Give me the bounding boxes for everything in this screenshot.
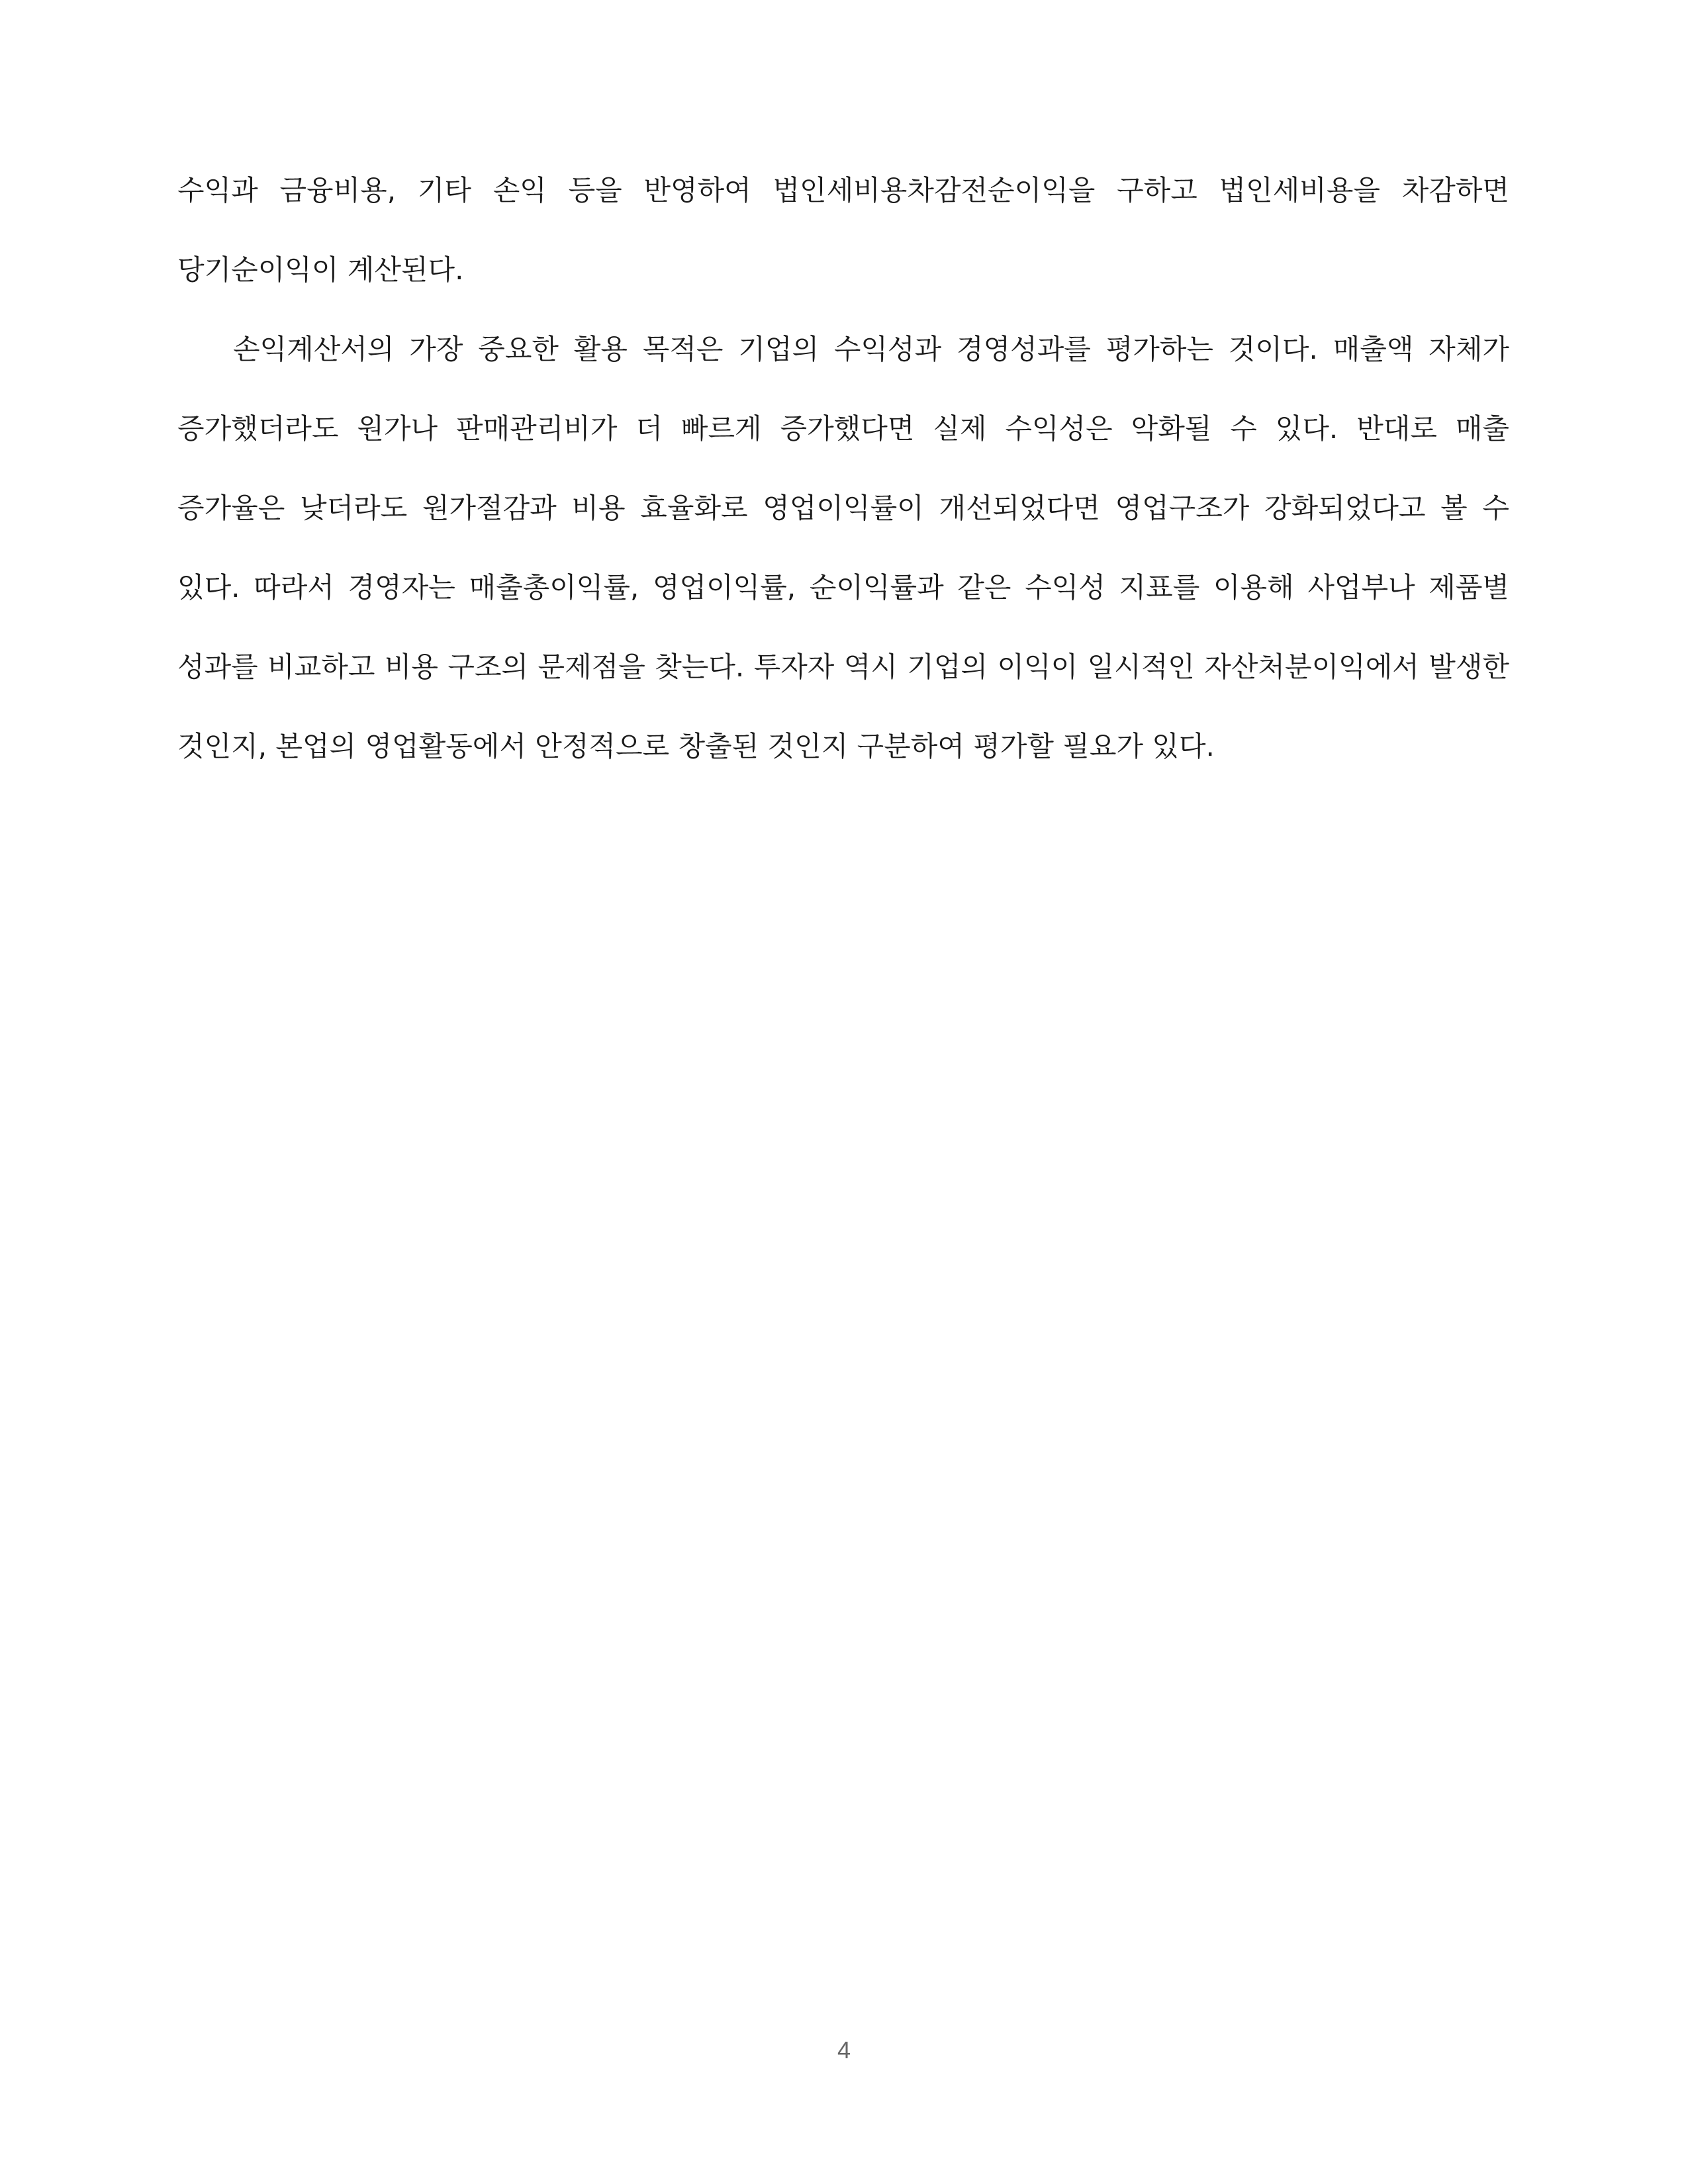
body-text: [177, 151, 1509, 786]
page-number: 4: [837, 2036, 851, 2064]
paragraph-income-statement-purpose: 손익계산서의 가장 중요한 활용 목적은 기업의 수익성과 경영성과를 평가하는 것이다. 매출액 자체가 증가했더라도 원가나 판매관리비가 더 빠르게 증가했다면 실제 수익성은 악화될 수 있다. 반대로 매출 증가율은 낮더라도 원가절감과 비용 효율화로 영업이익률이 개선되었다면 영업구조가 강화되었다고 볼 수 있다. 따라서 경영자는 매출총이익률, 영업이익률, 순이익률과 같은 수익성 지표를 이용해 사업부나 제품별 성과를 비교하고 비용 구조의 문제점을 찾는다. 투자자 역시 기업의 이익이 일시적인 자산처분이익에서 발생한 것인지, 본업의 영업활동에서 안정적으로 창출된 것인지 구분하여 평가할 필요가 있다.: [177, 333, 1509, 762]
paragraph-continuation: 수익과 금융비용, 기타 손익 등을 반영하여 법인세비용차감전순이익을 구하고 법인세비용을 차감하면 당기순이익이 계산된다.: [177, 174, 1509, 286]
